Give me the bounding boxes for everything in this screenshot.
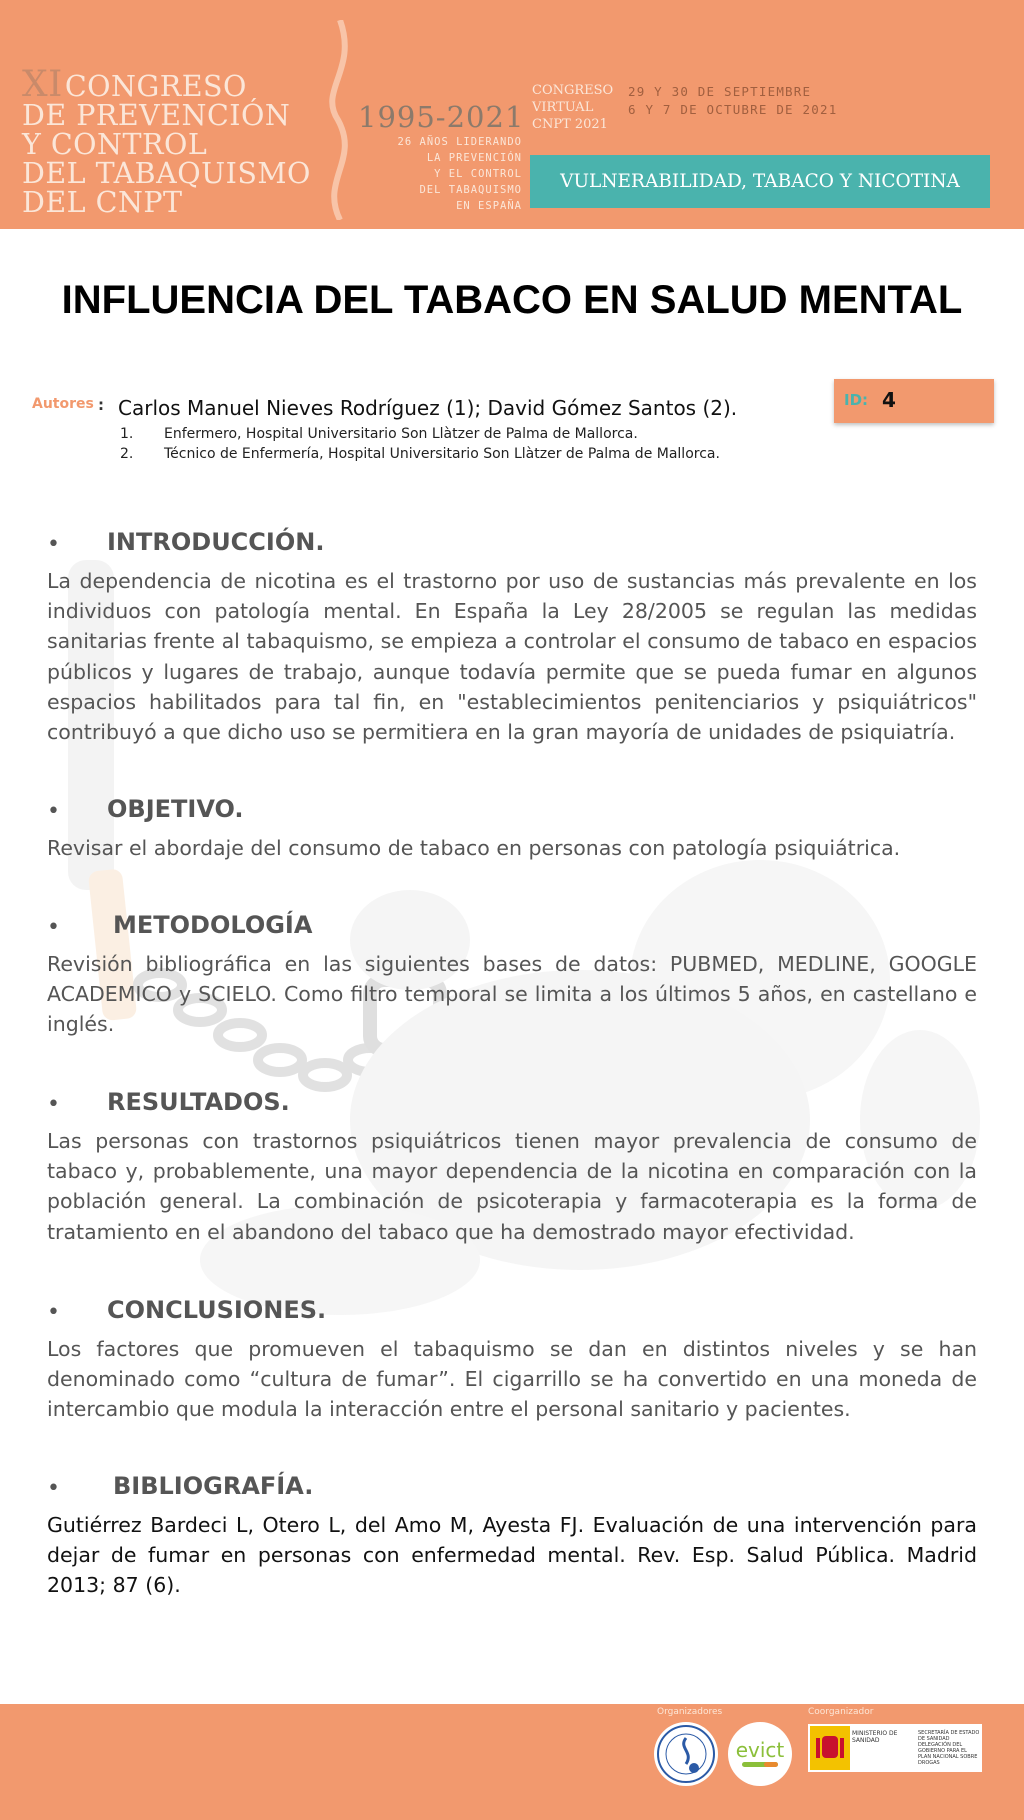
section-heading: CONCLUSIONES. bbox=[107, 1296, 327, 1324]
section-body: La dependencia de nicotina es el trastorno por uso de sustancias más prevalente en los individuos con patología mental. En España la Ley 28/2005 se regulan las medidas sanitarias frente al tabaquismo, se empieza a controlar el consumo de tabaco en espacios públicos y lugares de trabajo, aunque todavía permite que se pueda fumar en algunos espacios habilitados para tal fin, en "establecimientos penitenciarios y psiquiátricos" contribuyó a que dicho uso se permitiera en la gran mayoría de unidades de psiquiatría. bbox=[47, 569, 977, 745]
section-heading: METODOLOGÍA bbox=[113, 911, 313, 939]
affiliation-item: 2. Técnico de Enfermería, Hospital Universitario Son Llàtzer de Palma de Mallorca. bbox=[120, 446, 720, 462]
section-bullet: • bbox=[47, 532, 60, 557]
section-bullet: • bbox=[47, 1476, 60, 1501]
poster-id-box bbox=[834, 379, 994, 423]
affiliation-item: 1. Enfermero, Hospital Universitario Son Llàtzer de Palma de Mallorca. bbox=[120, 426, 638, 442]
ministry-name: MINISTERIO DE SANIDAD bbox=[852, 1730, 898, 1744]
section-body: Los factores que promueven el tabaquismo se dan en distintos niveles y se han denominado como “cultura de fumar”. El cigarrillo se ha convertido en una moneda de intercambio que modula la interacción entre el personal sanitario y pacientes. bbox=[47, 1337, 977, 1422]
congress-theme-banner: VULNERABILIDAD, TABACO Y NICOTINA bbox=[530, 155, 990, 208]
section-body: Revisar el abordaje del consumo de tabaco en personas con patología psiquiátrica. bbox=[47, 836, 901, 860]
section-heading: RESULTADOS. bbox=[107, 1088, 290, 1116]
evict-logo bbox=[728, 1722, 792, 1786]
anniversary-subtitle: 26 AÑOS LIDERANDO LA PREVENCIÓN Y EL CONTROL DEL TABAQUISMO EN ESPAÑA bbox=[397, 136, 522, 212]
evict-logo-text: evict bbox=[735, 1738, 785, 1762]
ministry-secretariat: SECRETARÍA DE ESTADO DE SANIDAD DELEGACIÓN DEL GOBIERNO PARA EL PLAN NACIONAL SOBRE DROGAS bbox=[918, 1730, 980, 1766]
section-heading: OBJETIVO. bbox=[107, 795, 244, 823]
congress-header-banner bbox=[0, 0, 1024, 229]
anniversary-years: 1995-2021 bbox=[358, 100, 525, 134]
evict-bar-icon bbox=[728, 1722, 792, 1786]
section-heading: BIBLIOGRAFÍA. bbox=[113, 1472, 314, 1500]
section-body: Revisión bibliográfica en las siguientes bases de datos: PUBMED, MEDLINE, GOOGLE ACADEMICO y SCIELO. Como filtro temporal se limita a los últimos 5 años, en castellano e inglés. bbox=[47, 952, 977, 1037]
congress-dates: 29 Y 30 DE SEPTIEMBRE 6 Y 7 DE OCTUBRE DE 2021 bbox=[628, 84, 838, 117]
virtual-congress-label: CONGRESO VIRTUAL CNPT 2021 bbox=[532, 83, 614, 132]
authors-label: Autores bbox=[32, 396, 94, 412]
section-body: Gutiérrez Bardeci L, Otero L, del Amo M, Ayesta FJ. Evaluación de una intervención para dejar de fumar en personas con enfermedad mental. Rev. Esp. Salud Pública. Madrid 2013; 87 (6). bbox=[47, 1513, 977, 1598]
id-label: ID: bbox=[844, 391, 869, 409]
section-heading: INTRODUCCIÓN. bbox=[107, 528, 325, 556]
section-bullet: • bbox=[47, 1092, 60, 1117]
section-body: Las personas con trastornos psiquiátricos tienen mayor prevalencia de consumo de tabaco y, probablemente, una mayor dependencia de la nicotina en comparación con la población general. La combinación de psicoterapia y farmacoterapia es la forma de tratamiento en el abandono del tabaco que ha demostrado mayor efectividad. bbox=[47, 1129, 977, 1244]
organizers-label: Organizadores bbox=[657, 1707, 723, 1717]
section-bullet: • bbox=[47, 799, 60, 824]
cnpt-logo bbox=[654, 1722, 718, 1786]
section-bullet: • bbox=[47, 915, 60, 940]
authors-colon: : bbox=[98, 396, 104, 414]
authors-names: Carlos Manuel Nieves Rodríguez (1); David Gómez Santos (2). bbox=[118, 396, 738, 420]
congress-edition: XI bbox=[22, 64, 63, 105]
spain-coat-of-arms-icon bbox=[810, 1726, 850, 1770]
affiliations-list bbox=[120, 424, 720, 464]
cnpt-seal-icon bbox=[654, 1722, 718, 1786]
congress-title: XICONGRESO DE PREVENCIÓN Y CONTROL DEL TABAQUISMO DEL CNPT bbox=[22, 64, 311, 219]
section-bullet: • bbox=[47, 1300, 60, 1325]
id-value: 4 bbox=[882, 388, 896, 412]
coorganizer-label: Coorganizador bbox=[808, 1707, 874, 1717]
ministerio-sanidad-logo bbox=[808, 1724, 982, 1772]
poster-title: INFLUENCIA DEL TABACO EN SALUD MENTAL bbox=[61, 278, 963, 322]
